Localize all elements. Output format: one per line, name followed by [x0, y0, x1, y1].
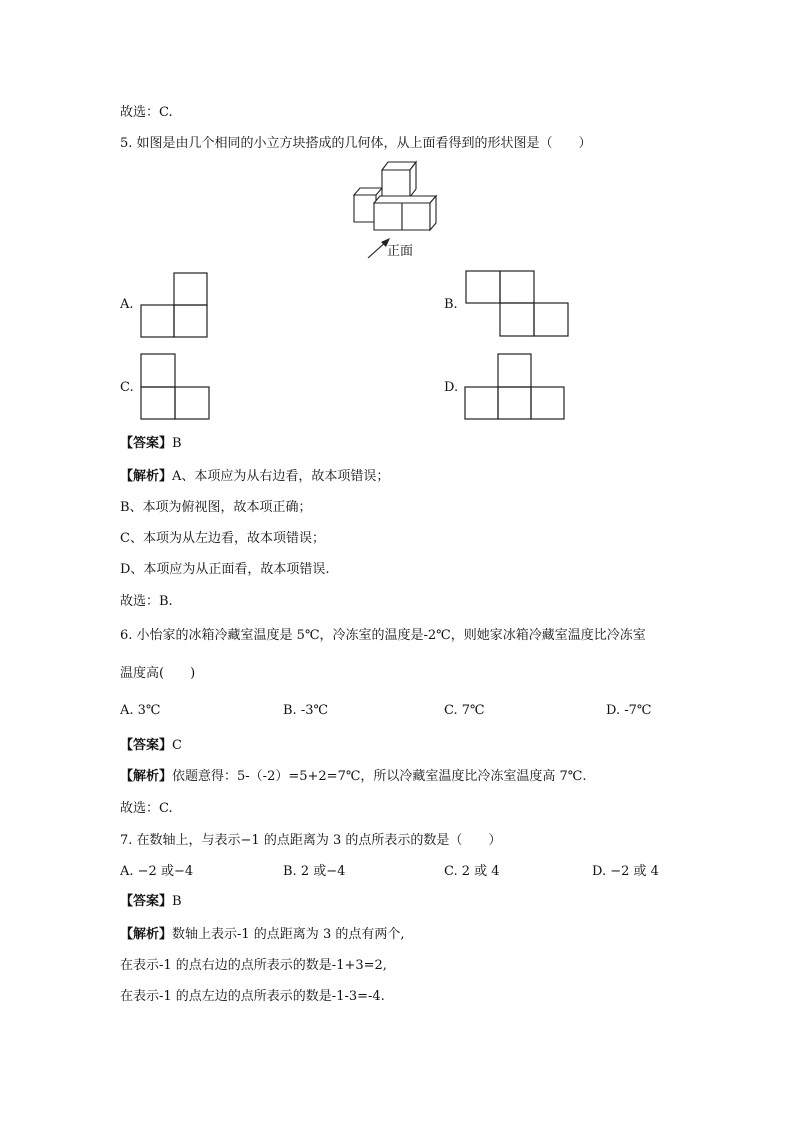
q5-option-c-label: C.	[120, 380, 134, 395]
q7-question: 7. 在数轴上，与表示−1 的点距离为 3 的点所表示的数是（ ）	[120, 833, 502, 848]
q7-answer-value: B	[172, 894, 182, 909]
q7-analysis-2: 在表示-1 的点右边的点所表示的数是-1+3=2,	[120, 958, 387, 973]
q5-option-b-label: B.	[444, 297, 458, 312]
q5-question: 5. 如图是由几个相同的小立方块搭成的几何体，从上面看得到的形状图是（ ）	[120, 136, 592, 151]
q7-option-d: D. −2 或 4	[592, 864, 659, 879]
q5-option-d-label: D.	[444, 380, 459, 395]
q7-option-c: C. 2 或 4	[444, 864, 500, 879]
q6-option-c: C. 7℃	[444, 703, 485, 718]
q5-analysis-text-1: A、本项应为从右边看，故本项错误；	[172, 469, 390, 484]
q7-answer-tag: 【答案】	[120, 894, 173, 909]
q6-analysis-tag: 【解析】	[120, 769, 173, 784]
q6-answer-tag: 【答案】	[120, 738, 173, 753]
q5-figure-label: 正面	[387, 244, 414, 259]
q6-answer	[120, 738, 182, 754]
q5-analysis-tag: 【解析】	[120, 469, 173, 484]
q6-analysis	[120, 769, 586, 785]
q5-option-d-figure	[465, 353, 567, 421]
q7-option-a: A. −2 或−4	[120, 864, 194, 879]
q5-analysis-4: D、本项应为从正面看，故本项错误.	[120, 562, 330, 577]
q5-analysis-2: B、本项为俯视图，故本项正确；	[120, 500, 312, 515]
q5-conclusion: 故选：B.	[120, 594, 173, 609]
q7-analysis-tag: 【解析】	[120, 927, 173, 942]
q5-analysis-3: C、本项为从左边看，故本项错误；	[120, 531, 325, 546]
q6-analysis-text: 依题意得：5-（-2）=5+2=7℃，所以冷藏室温度比冷冻室温度高 7℃.	[172, 769, 587, 784]
q5-option-b-figure	[465, 270, 569, 338]
q6-question-line2: 温度高( )	[120, 666, 196, 681]
q7-answer	[120, 894, 182, 910]
q5-option-c-figure	[140, 353, 210, 421]
q7-analysis-3: 在表示-1 的点左边的点所表示的数是-1-3=-4.	[120, 989, 385, 1004]
q7-option-b: B. 2 或−4	[283, 864, 346, 879]
q5-answer-tag: 【答案】	[120, 436, 173, 451]
q5-answer	[120, 436, 182, 452]
q6-conclusion: 故选：C.	[120, 801, 173, 816]
q5-option-a-figure	[141, 272, 209, 338]
q5-option-a-label: A.	[120, 297, 134, 312]
q7-analysis-1	[120, 927, 404, 943]
q6-option-b: B. -3℃	[283, 703, 329, 718]
q7-analysis-text-1: 数轴上表示-1 的点距离为 3 的点有两个,	[172, 927, 405, 942]
q6-answer-value: C	[172, 738, 182, 753]
q6-option-d: D. -7℃	[606, 703, 652, 718]
q6-option-a: A. 3℃	[120, 703, 161, 718]
q5-answer-value: B	[172, 436, 182, 451]
q6-question-line1: 6. 小怡家的冰箱冷藏室温度是 5℃，冷冻室的温度是-2℃，则她家冰箱冷藏室温度比冷冻室	[120, 628, 646, 643]
q5-analysis-1	[120, 469, 389, 485]
q4-conclusion: 故选：C.	[120, 105, 173, 120]
